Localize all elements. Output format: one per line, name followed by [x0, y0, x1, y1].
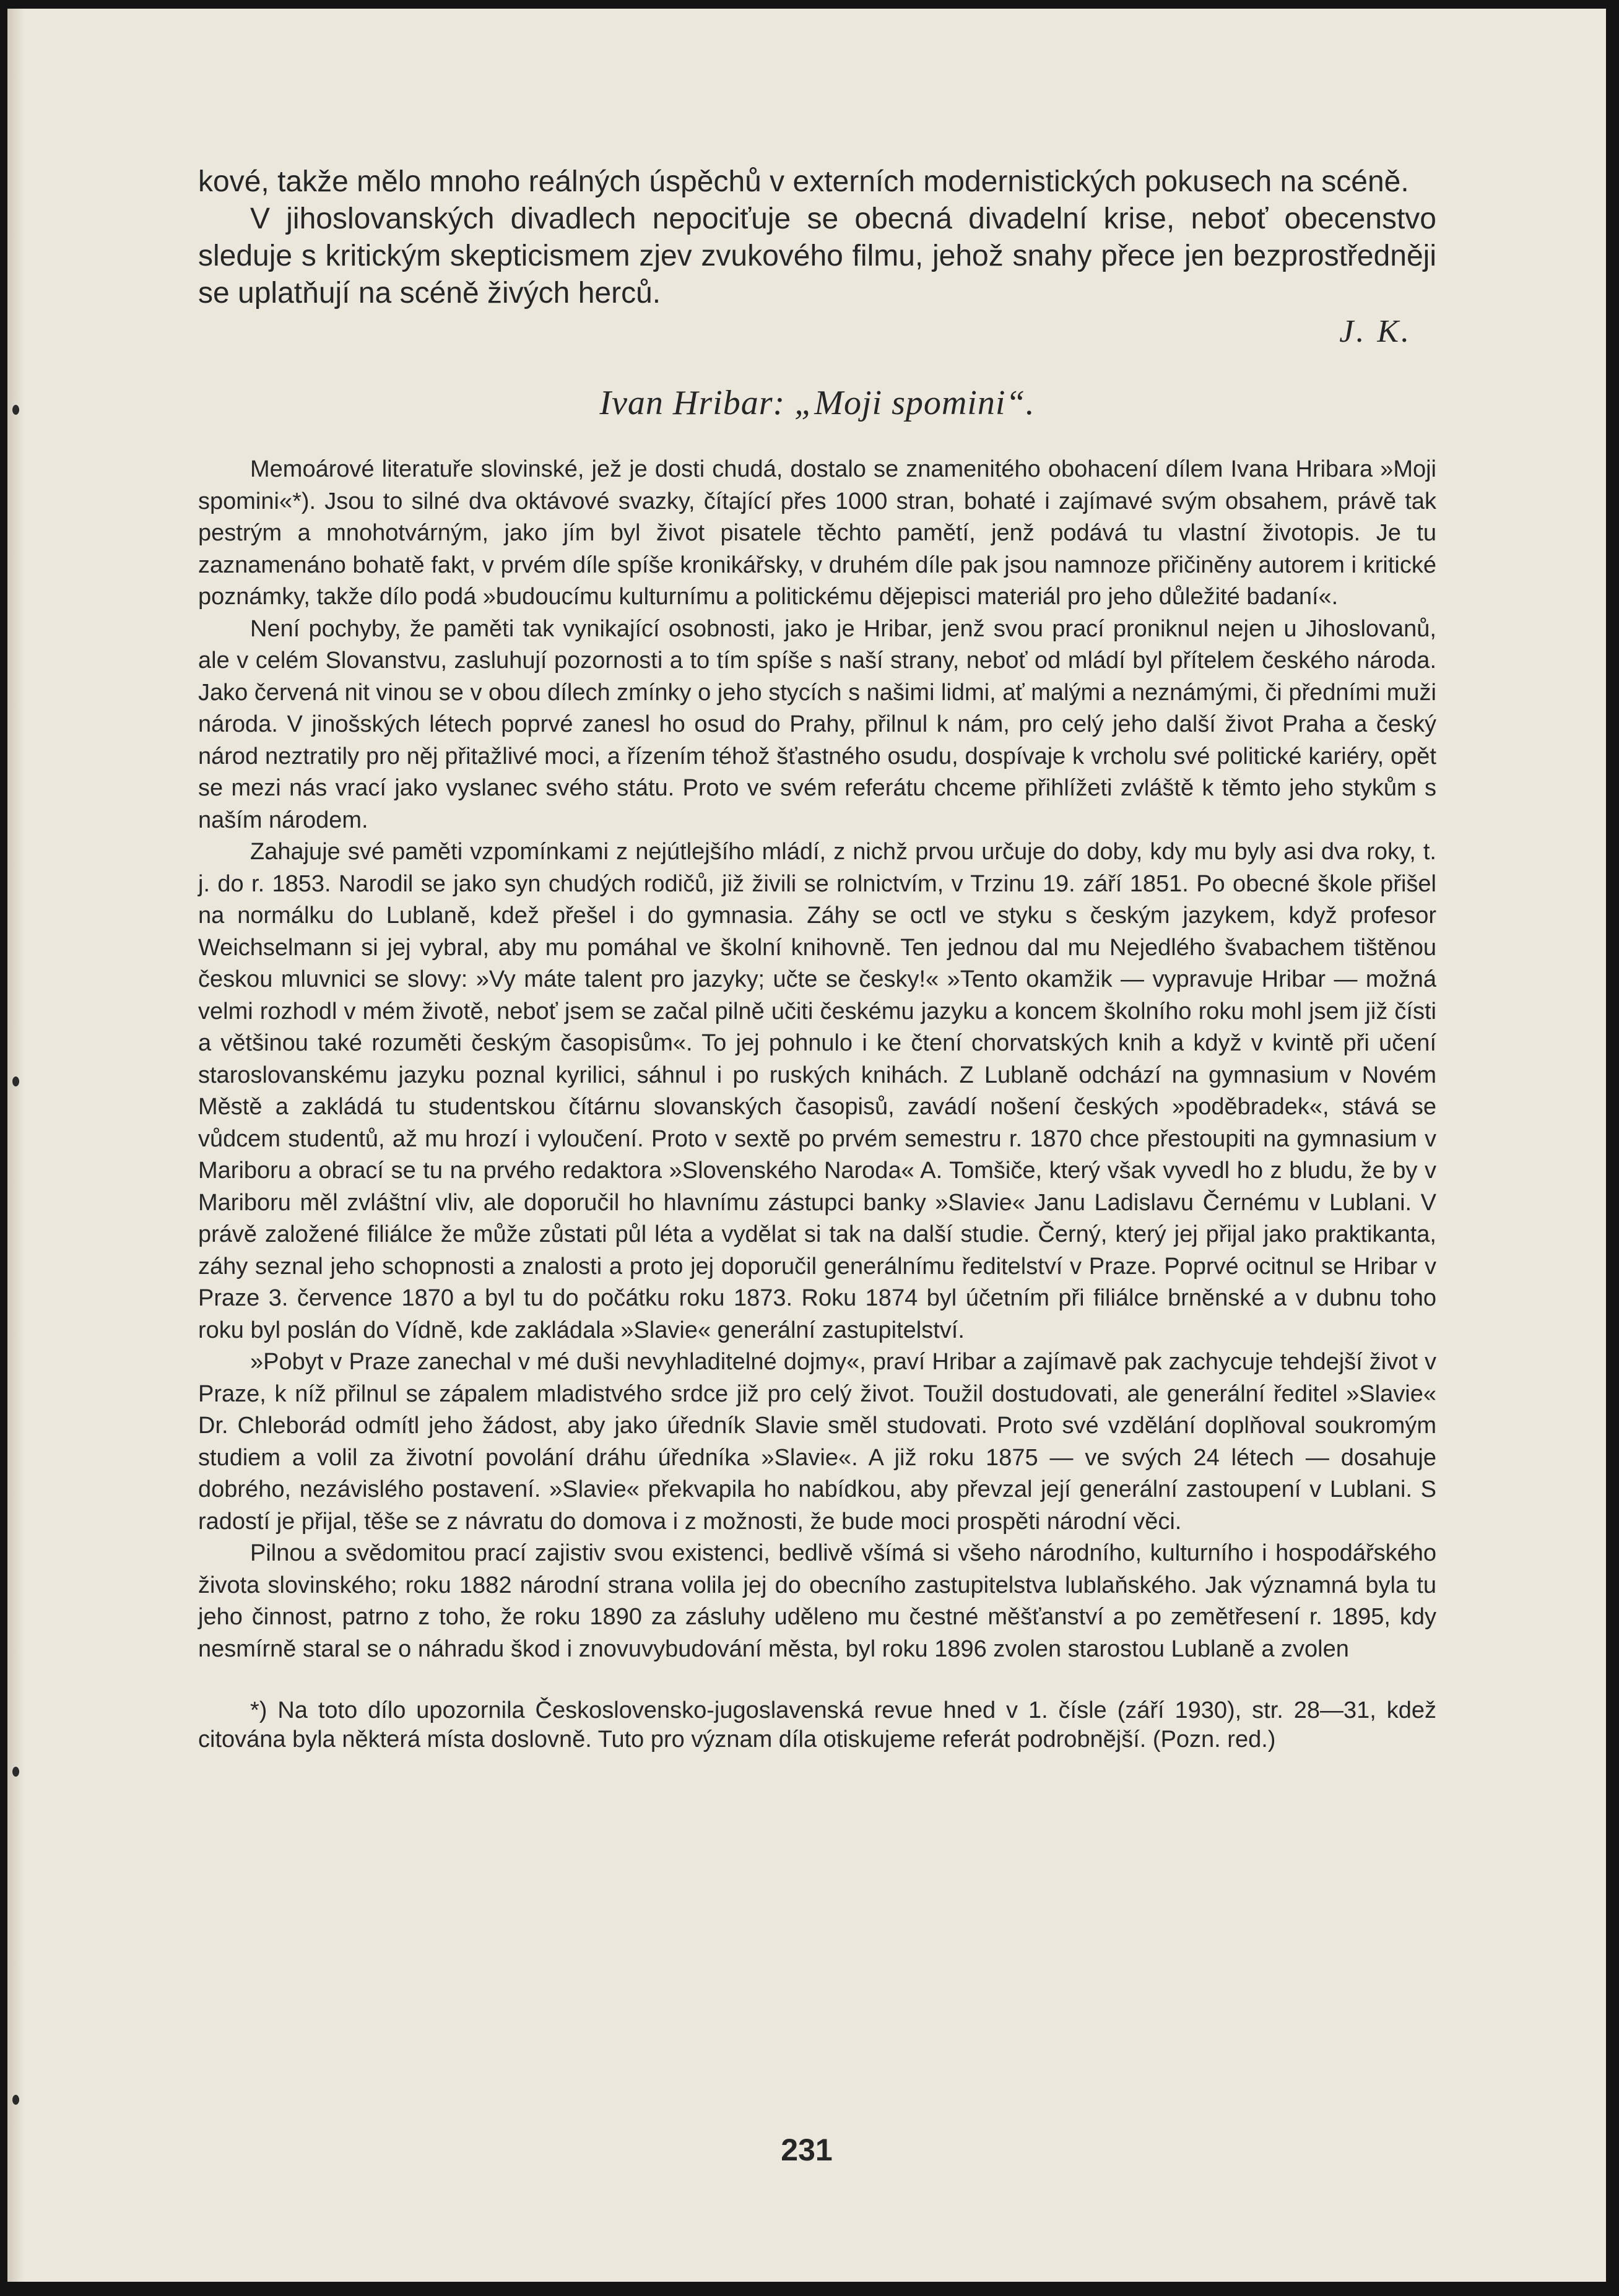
intro-paragraph: kové, takže mělo mnoho reálných úspěchů v externích modernistických pokusech na scéně.	[198, 165, 1409, 198]
page-spine	[7, 9, 24, 2282]
binding-hole	[12, 1077, 19, 1086]
document-page	[7, 9, 1606, 2282]
binding-hole	[12, 405, 19, 415]
review-title: Ivan Hribar: „Moji spomini“.	[599, 384, 1035, 422]
review-paragraph: Zahajuje své paměti vzpomínkami z nejútlejšího mládí, z nichž prvou určuje do doby, kdy mu byly asi dva roky, t. j. do r. 1853. Narodil se jako syn chudých rodičů, již živili se rolnictvím, v Trzinu 19. září 1851. Po obecné škole přišel na normálku do Lublaně, kdež přešel i do gymnasia. Záhy se octl ve styku s českým jazykem, když profesor Weichselmann si jej vybral, aby mu pomáhal ve školní knihovně. Ten jednou dal mu Nejedlého švabachem tištěnou českou mluvnici se slovy: »Vy máte talent pro jazyky; učte se česky!« »Tento okamžik — vypravuje Hribar — možná velmi rozhodl v mém životě, neboť jsem se začal pilně učiti českému jazyku a koncem školního roku mohl jsem již čísti a většinou také rozuměti českým časopisům«. To jej pohnulo i ke čtení chorvatských knih a když v kvintě při učení staroslovanskému jazyku poznal kyrilici, sáhnul i po ruských knihách. Z Lublaně odchází na gymnasium v Novém Městě a zakládá tu studentskou čítárnu slovanských časopisů, zavádí nošení českých »poděbradek«, stává se vůdcem studentů, až mu hrozí i vyloučení. Proto v sextě po prvém semestru r. 1870 chce přestoupiti na gymnasium v Mariboru a obrací se tu na prvého redaktora »Slovenského Naroda« A. Tomšiče, který však vyvedl ho z bludu, že by v Mariboru měl zvláštní vliv, ale doporučil ho hlavnímu zástupci banky »Slavie« Janu Ladislavu Černému v Lublani. V právě založené filiálce že může zůstati půl léta a vydělat si tak na další studie. Černý, který jej přijal jako praktikanta, záhy seznal jeho schopnosti a znalosti a proto jej doporučil generálnímu ředitelství v Praze. Poprvé ocitnul se Hribar v Praze 3. července 1870 a byl tu do počátku roku 1873. Roku 1874 byl účetním při filiálce brněnské a v dubnu toho roku byl poslán do Vídně, kde zakládala »Slavie« generální zastupitelství.	[198, 839, 1436, 1343]
binding-hole	[12, 1767, 19, 1777]
footnote: *) Na toto dílo upozornila Československo-jugoslavenská revue hned v 1. čísle (září 1930), str. 28—31, kdež citována byla některá místa doslovně. Tuto pro význam díla otiskujeme referát podrobnější. (Pozn. red.)	[198, 1697, 1436, 1752]
author-signature: J. K.	[1339, 314, 1412, 349]
page-number: 231	[781, 2133, 833, 2167]
review-paragraph: »Pobyt v Praze zanechal v mé duši nevyhladitelné dojmy«, praví Hribar a zajímavě pak zachycuje tehdejší život v Praze, k níž přilnul se zápalem mladistvého srdce již pro celý život. Toužil dostudovati, ale generální ředitel »Slavie« Dr. Chleborád odmítl jeho žádost, aby jako úředník Slavie směl studovati. Proto své vzdělání doplňoval soukromým studiem a volil za životní povolání dráhu úředníka »Slavie«. A již roku 1875 — ve svých 24 létech — dosahuje dobrého, nezávislého postavení. »Slavie« překvapila ho nabídkou, aby převzal její generální zastoupení v Lublani. S radostí je přijal, těše se z návratu do domova i z možnosti, že bude moci prospěti národní věci.	[198, 1349, 1436, 1535]
page-content	[198, 163, 1436, 1754]
review-paragraph: Memoárové literatuře slovinské, jež je dosti chudá, dostalo se znamenitého obohacení dílem Ivana Hribara »Moji spomini«*). Jsou to silné dva oktávové svazky, čítající přes 1000 stran, bohaté i zajímavé svým obsahem, právě tak pestrým a mnohotvárným, jako jím byl život pisatele těchto pamětí, jenž podává tu vlastní životopis. Je tu zaznamenáno bohatě fakt, v prvém díle spíše kronikářsky, v druhém díle pak jsou namnoze přičiněny autorem i kritické poznámky, takže dílo podá »budoucímu kulturnímu a politickému dějepisci materiál pro jeho důležité badaní«.	[198, 456, 1436, 610]
intro-paragraph: V jihoslovanských divadlech nepociťuje se obecná divadelní krise, neboť obecenstvo sleduje s kritickým skepticismem zjev zvukového filmu, jehož snahy přece jen bezprostředněji se uplatňují na scéně živých herců.	[198, 202, 1436, 310]
review-paragraph: Není pochyby, že paměti tak vynikající osobnosti, jako je Hribar, jenž svou prací proniknul nejen u Jihoslovanů, ale v celém Slovanstvu, zasluhují pozornosti a to tím spíše s naší strany, neboť od mládí byl přítelem českého národa. Jako červená nit vinou se v obou dílech zmínky o jeho stycích s našimi lidmi, ať malými a neznámými, či předními muži národa. V jinošských létech poprvé zanesl ho osud do Prahy, přilnul k nám, pro celý jeho další život Praha a český národ neztratily pro něj přitažlivé moci, a řízením téhož šťastného osudu, dospívaje k vrcholu své politické kariéry, opět se mezi nás vrací jako vyslanec svého státu. Proto ve svém referátu chceme přihlížeti zvláště k těmto jeho stykům s naším národem.	[198, 615, 1436, 833]
binding-hole	[12, 2095, 19, 2105]
review-paragraph: Pilnou a svědomitou prací zajistiv svou existenci, bedlivě všímá si všeho národního, kulturního i hospodářského života slovinského; roku 1882 národní strana volila jej do obecního zastupitelstva lublaňského. Jak významná byla tu jeho činnost, patrno z toho, že roku 1890 za zásluhy uděleno mu čestné měšťanství a po zemětřesení r. 1895, kdy nesmírně staral se o náhradu škod i znovuvybudování města, byl roku 1896 zvolen starostou Lublaně a zvolen	[198, 1540, 1436, 1662]
